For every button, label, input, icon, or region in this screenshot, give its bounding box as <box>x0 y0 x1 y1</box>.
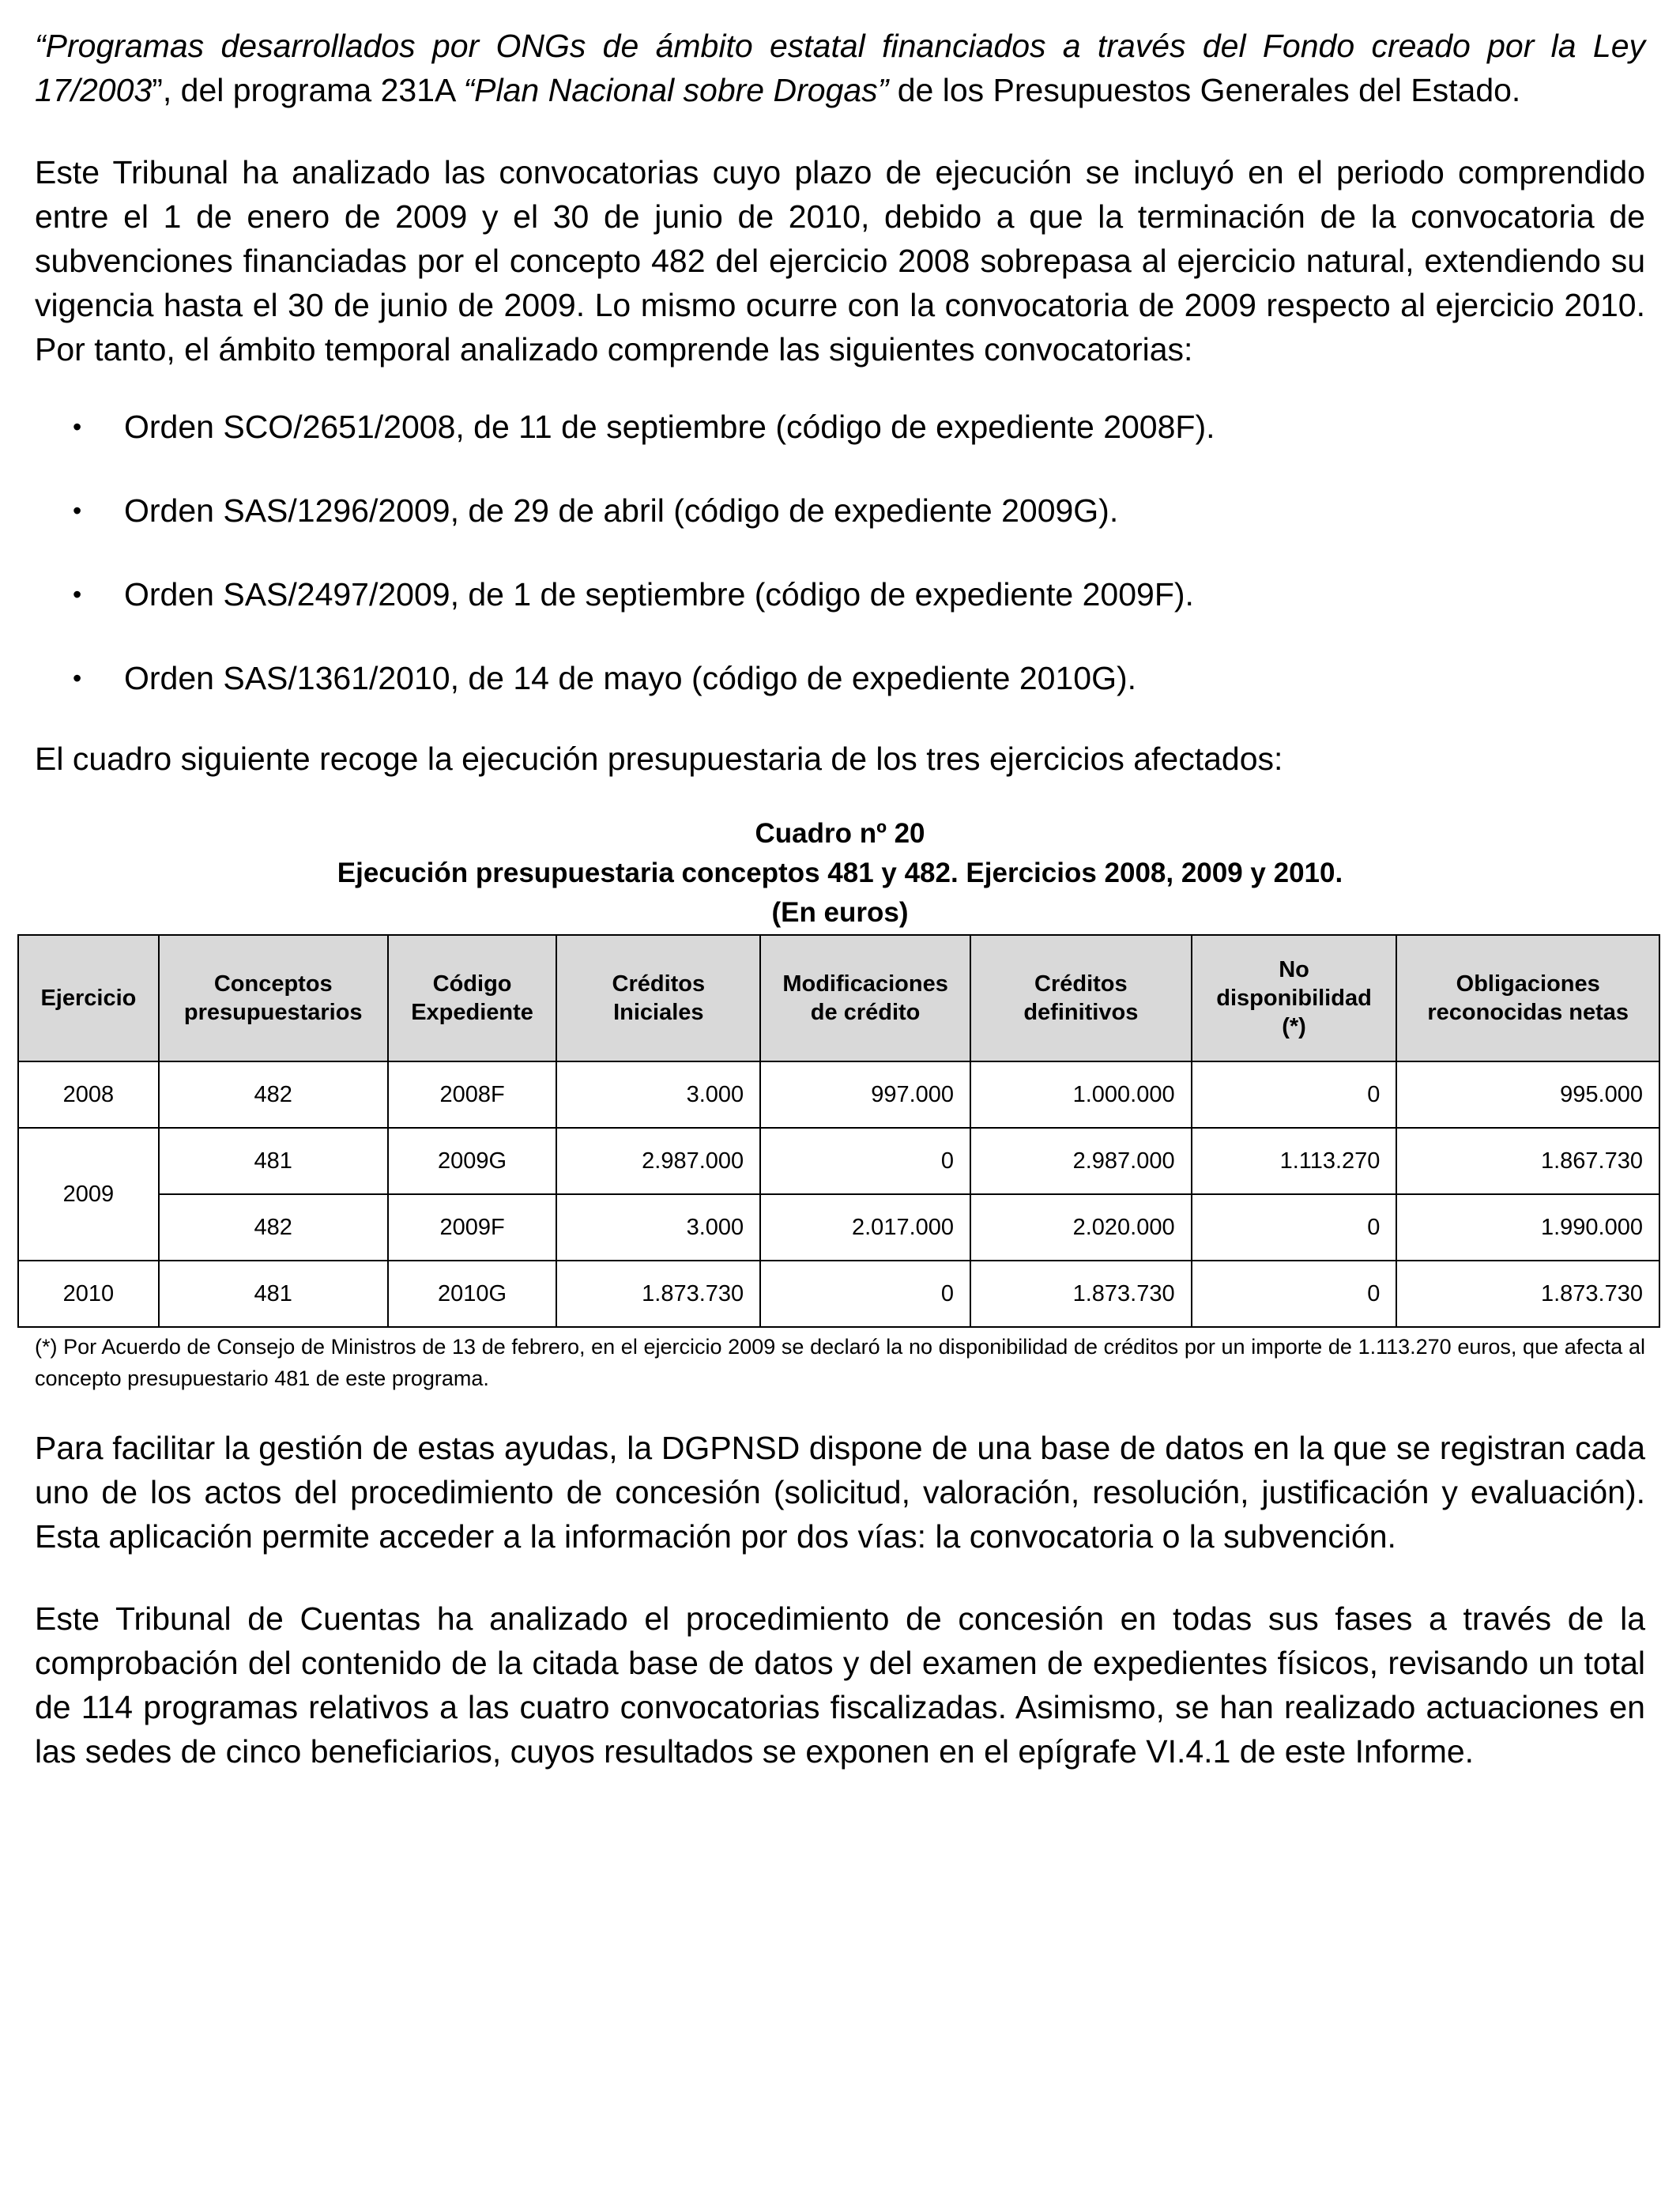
analysis-paragraph: Este Tribunal de Cuentas ha analizado el procedimiento de concesión en todas sus fases a través de la comprobación del contenido de la citada base de datos y del examen de expedientes físicos, revisando un total de 114 programas relativos a las cuatro convocatorias fiscalizadas. Asimismo, se han realizado actuaciones en las sedes de cinco beneficiarios, cuyos resultados se exponen en el epígrafe VI.4.1 de este Informe. <box>35 1600 1645 1770</box>
database-paragraph: Para facilitar la gestión de estas ayudas, la DGPNSD dispone de una base de datos en la que se registran cada uno de los actos del procedimiento de concesión (solicitud, valoración, resolución, justificación y evaluación). Esta aplicación permite acceder a la información por dos vías: la convocatoria o la subvención. <box>35 1430 1645 1555</box>
cell-no-disponibilidad: 1.113.270 <box>1192 1128 1397 1194</box>
list-item <box>35 405 1645 449</box>
cell-concepto: 482 <box>159 1194 388 1261</box>
table-row <box>18 1261 1659 1327</box>
scope-paragraph: Este Tribunal ha analizado las convocatorias cuyo plazo de ejecución se incluyó en el periodo comprendido entre el 1 de enero de 2009 y el 30 de junio de 2010, debido a que la terminación de la convocatoria de subvenciones financiadas por el concepto 482 del ejercicio 2008 sobrepasa al ejercicio natural, extendiendo su vigencia hasta el 30 de junio de 2009. Lo mismo ocurre con la convocatoria de 2009 respecto al ejercicio 2010. Por tanto, el ámbito temporal analizado comprende las siguientes convocatorias: <box>35 154 1645 368</box>
table-row <box>18 1128 1659 1194</box>
cell-no-disponibilidad: 0 <box>1192 1061 1397 1128</box>
cell-no-disponibilidad: 0 <box>1192 1194 1397 1261</box>
header-ejercicio: Ejercicio <box>18 935 159 1061</box>
intro-paragraph <box>35 24 1645 112</box>
cell-ejercicio: 2008 <box>18 1061 159 1128</box>
cell-obligaciones: 1.867.730 <box>1396 1128 1659 1194</box>
cell-creditos-iniciales: 3.000 <box>556 1194 760 1261</box>
table-row <box>18 1194 1659 1261</box>
budget-text: de los Presupuestos Generales del Estado. <box>888 72 1521 108</box>
header-no-disponibilidad: No disponibilidad (*) <box>1192 935 1397 1061</box>
budget-table <box>17 934 1660 1328</box>
list-item-text: Orden SAS/2497/2009, de 1 de septiembre (código de expediente 2009F). <box>124 576 1194 613</box>
table-caption-number: Cuadro nº 20 <box>755 818 925 849</box>
bullet-icon: • <box>73 664 82 692</box>
list-item <box>35 656 1645 700</box>
list-item <box>35 488 1645 533</box>
cell-modificaciones: 0 <box>760 1128 970 1194</box>
cell-creditos-definitivos: 2.987.000 <box>970 1128 1192 1194</box>
cell-codigo: 2009F <box>388 1194 557 1261</box>
cell-modificaciones: 0 <box>760 1261 970 1327</box>
header-codigo: Código Expediente <box>388 935 557 1061</box>
header-obligaciones: Obligaciones reconocidas netas <box>1396 935 1659 1061</box>
plan-name-italic: “Plan Nacional sobre Drogas” <box>463 72 889 108</box>
document-page <box>35 24 1645 1774</box>
table-intro-paragraph: El cuadro siguiente recoge la ejecución presupuestaria de los tres ejercicios afectados: <box>35 741 1283 777</box>
cell-concepto: 481 <box>159 1128 388 1194</box>
program-name-italic: “Programas desarrollados por ONGs de ámbito estatal financiados a través del Fondo creado por la Ley 17/2003 <box>35 28 1645 108</box>
cell-creditos-iniciales: 1.873.730 <box>556 1261 760 1327</box>
cell-ejercicio: 2009 <box>18 1128 159 1261</box>
cell-creditos-iniciales: 3.000 <box>556 1061 760 1128</box>
orders-list <box>35 405 1645 700</box>
cell-codigo: 2008F <box>388 1061 557 1128</box>
header-modificaciones: Modificaciones de crédito <box>760 935 970 1061</box>
bullet-icon: • <box>73 496 82 525</box>
list-item-text: Orden SAS/1361/2010, de 14 de mayo (código de expediente 2010G). <box>124 660 1137 696</box>
table-caption-units: (En euros) <box>771 897 909 928</box>
header-conceptos: Conceptos presupuestarios <box>159 935 388 1061</box>
cell-obligaciones: 995.000 <box>1396 1061 1659 1128</box>
table-caption-title: Ejecución presupuestaria conceptos 481 y 482. Ejercicios 2008, 2009 y 2010. <box>337 858 1343 888</box>
cell-concepto: 482 <box>159 1061 388 1128</box>
header-creditos-iniciales: Créditos Iniciales <box>556 935 760 1061</box>
program-text: ”, del programa 231A <box>152 72 464 108</box>
cell-creditos-definitivos: 2.020.000 <box>970 1194 1192 1261</box>
cell-concepto: 481 <box>159 1261 388 1327</box>
cell-ejercicio: 2010 <box>18 1261 159 1327</box>
table-header-row <box>18 935 1659 1061</box>
cell-modificaciones: 2.017.000 <box>760 1194 970 1261</box>
cell-codigo: 2010G <box>388 1261 557 1327</box>
cell-obligaciones: 1.873.730 <box>1396 1261 1659 1327</box>
bullet-icon: • <box>73 413 82 441</box>
table-footnote: (*) Por Acuerdo de Consejo de Ministros de 13 de febrero, en el ejercicio 2009 se declaró la no disponibilidad de créditos por un importe de 1.113.270 euros, que afecta al concepto presupuestario 481 de este programa. <box>35 1335 1645 1390</box>
list-item <box>35 572 1645 616</box>
cell-modificaciones: 997.000 <box>760 1061 970 1128</box>
cell-obligaciones: 1.990.000 <box>1396 1194 1659 1261</box>
header-creditos-definitivos: Créditos definitivos <box>970 935 1192 1061</box>
cell-codigo: 2009G <box>388 1128 557 1194</box>
table-row <box>18 1061 1659 1128</box>
bullet-icon: • <box>73 580 82 609</box>
list-item-text: Orden SCO/2651/2008, de 11 de septiembre (código de expediente 2008F). <box>124 409 1215 445</box>
cell-creditos-iniciales: 2.987.000 <box>556 1128 760 1194</box>
cell-creditos-definitivos: 1.000.000 <box>970 1061 1192 1128</box>
cell-creditos-definitivos: 1.873.730 <box>970 1261 1192 1327</box>
cell-no-disponibilidad: 0 <box>1192 1261 1397 1327</box>
list-item-text: Orden SAS/1296/2009, de 29 de abril (código de expediente 2009G). <box>124 492 1119 529</box>
